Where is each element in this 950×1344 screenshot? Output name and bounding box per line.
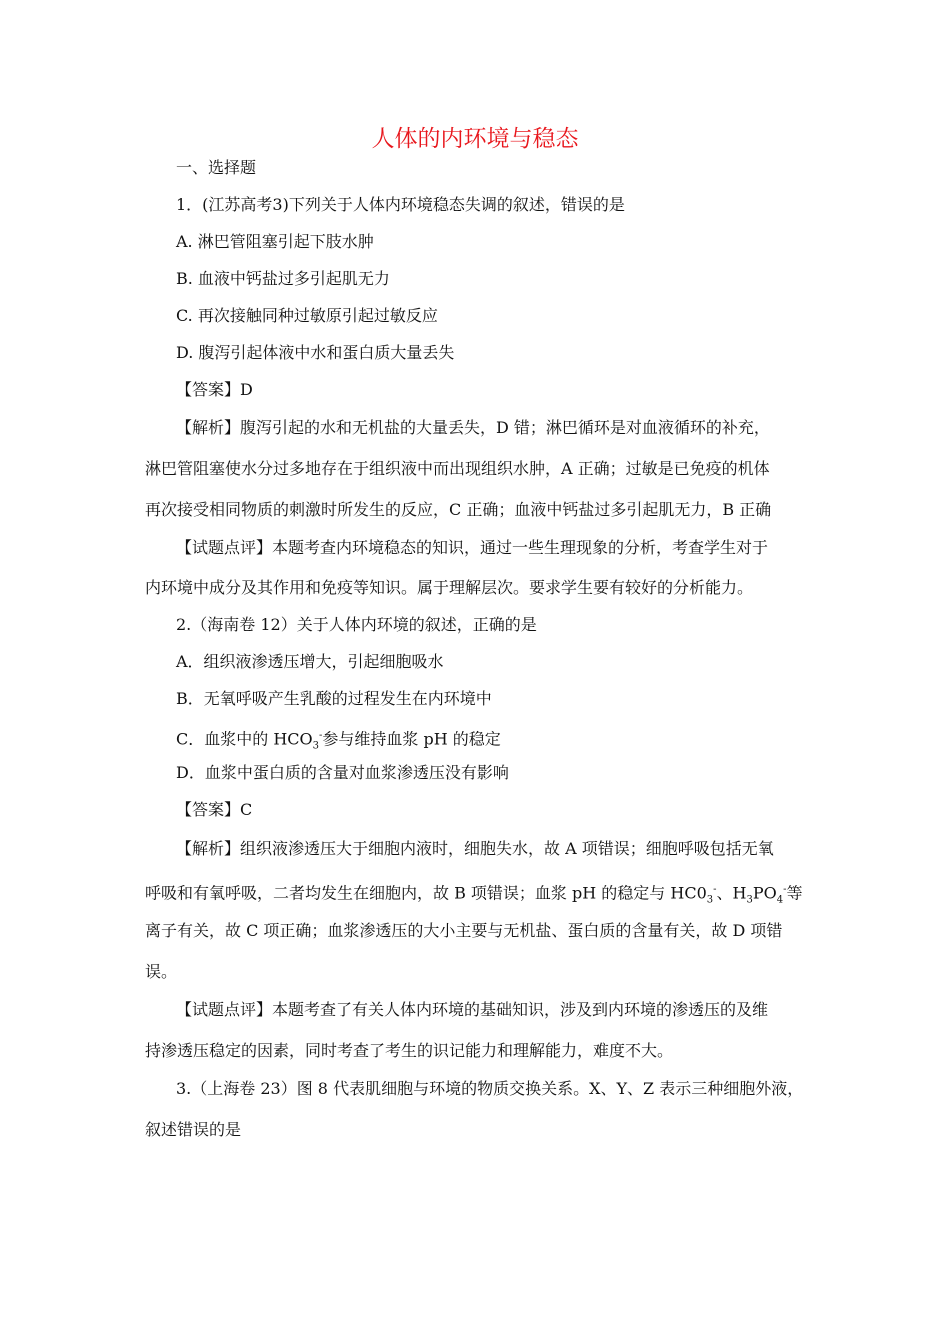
q2-option-d: D．血浆中蛋白质的含量对血浆渗透压没有影响 (176, 763, 509, 782)
q1-answer: 【答案】D (176, 380, 253, 399)
q2-analysis-line: 误。 (145, 962, 178, 981)
q2-option-a: A．组织液渗透压增大，引起细胞吸水 (176, 652, 444, 671)
q3-stem-line: 叙述错误的是 (145, 1120, 242, 1139)
q2-option-b: B．无氧呼吸产生乳酸的过程发生在内环境中 (176, 689, 492, 708)
q2-comment-line: 【试题点评】本题考查了有关人体内环境的基础知识，涉及到内环境的渗透压的及维 (176, 1000, 769, 1019)
q2-option-c: C．血浆中的 $HCO_3^-$参与维持血浆 pH 的稳定 (176, 729, 501, 752)
q1-stem: 1．(江苏高考3)下列关于人体内环境稳态失调的叙述，错误的是 (176, 195, 625, 214)
q1-comment-line: 内环境中成分及其作用和免疫等知识。属于理解层次。要求学生要有较好的分析能力。 (145, 578, 754, 597)
q2-comment-line: 持渗透压稳定的因素，同时考查了考生的识记能力和理解能力，难度不大。 (145, 1041, 674, 1060)
q2-analysis-line: 【解析】组织液渗透压大于细胞内液时，细胞失水，故 A 项错误；细胞呼吸包括无氧 (176, 839, 774, 858)
q2-stem: 2.（海南卷 12）关于人体内环境的叙述，正确的是 (176, 615, 537, 634)
q1-option-a: A. 淋巴管阻塞引起下肢水肿 (176, 232, 374, 251)
q1-option-d: D. 腹泻引起体液中水和蛋白质大量丢失 (176, 343, 455, 362)
document-title: 人体的内环境与稳态 (371, 126, 579, 152)
q1-analysis-line: 【解析】腹泻引起的水和无机盐的大量丢失，D 错；淋巴循环是对血液循环的补充， (176, 418, 770, 437)
q2-analysis-line: 呼吸和有氧呼吸，二者均发生在细胞内，故 B 项错误；血浆 pH 的稳定与 $HC0_3^-$、$H_3PO_4^-$等 (145, 883, 803, 906)
q1-option-c: C. 再次接触同种过敏原引起过敏反应 (176, 306, 438, 325)
q1-analysis-line: 淋巴管阻塞使水分过多地存在于组织液中而出现组织水肿，A 正确；过敏是已免疫的机体 (145, 459, 770, 478)
q2-analysis-line: 离子有关，故 C 项正确；血浆渗透压的大小主要与无机盐、蛋白质的含量有关，故 D 项错 (145, 921, 783, 940)
q3-stem-line: 3.（上海卷 23）图 8 代表肌细胞与环境的物质交换关系。X、Y、Z 表示三种细胞外液， (176, 1079, 804, 1098)
q1-option-b: B. 血液中钙盐过多引起肌无力 (176, 269, 390, 288)
q2-answer: 【答案】C (176, 800, 253, 819)
q1-analysis-line: 再次接受相同物质的刺激时所发生的反应，C 正确；血液中钙盐过多引起肌无力，B 正确 (145, 500, 772, 519)
q1-comment-line: 【试题点评】本题考查内环境稳态的知识，通过一些生理现象的分析，考查学生对于 (176, 538, 769, 557)
section-heading: 一、选择题 (176, 158, 257, 177)
